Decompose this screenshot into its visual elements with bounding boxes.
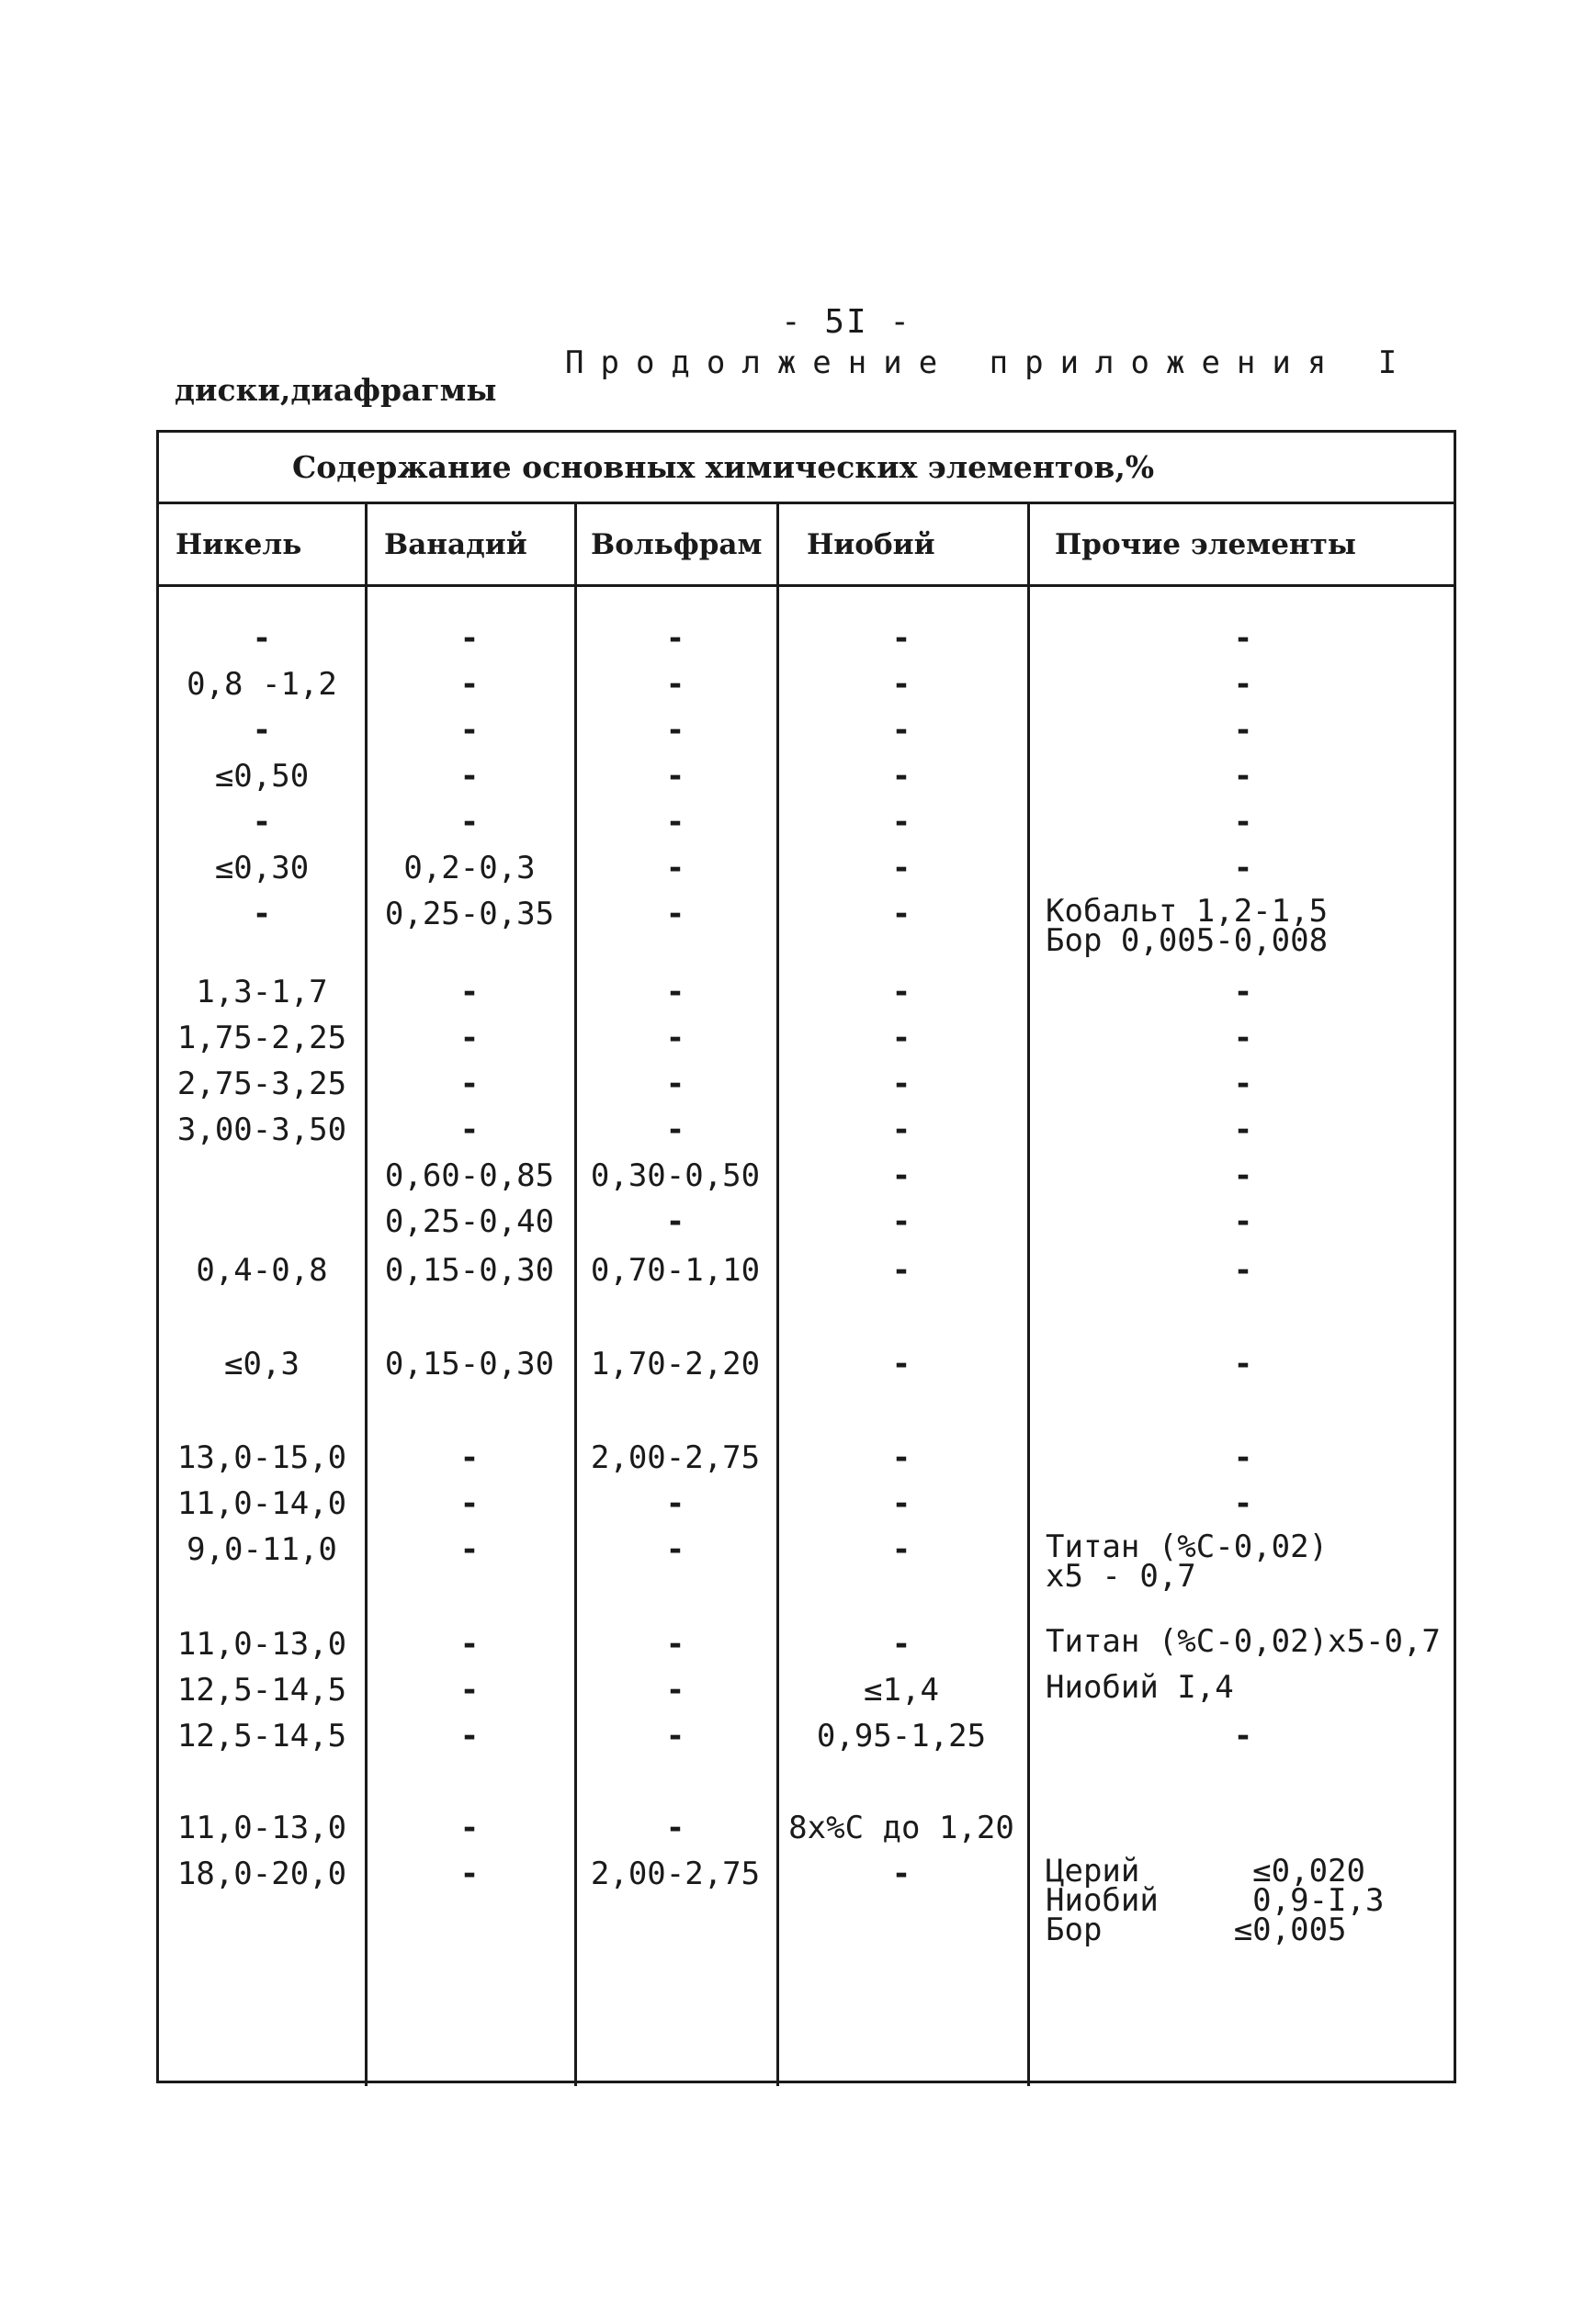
cell-other: - [1233,1439,1253,1476]
cell-nickel: 12,5-14,5 [176,1718,347,1754]
cell-tungsten: - [665,1066,685,1102]
cell-other: Церий ≤0,020 Ниобий 0,9-I,3 Бор ≤0,005 [1046,1853,1385,1948]
cell-tungsten: 1,70-2,20 [590,1346,761,1382]
cell-niobium: - [891,1346,911,1382]
cell-niobium: - [891,712,911,749]
cell-vanadium: - [459,804,480,840]
cell-tungsten: - [665,1531,685,1568]
cell-niobium: - [891,1439,911,1476]
cell-niobium: - [891,804,911,840]
column-header-niobium: Ниобий [807,528,935,561]
cell-nickel: 1,3-1,7 [196,974,328,1010]
cell-vanadium: - [459,758,480,795]
cell-niobium: - [891,1111,911,1148]
cell-niobium: 0,95-1,25 [816,1718,987,1754]
cell-other: - [1233,1066,1253,1102]
cell-vanadium: - [459,1485,480,1522]
cell-tungsten: 2,00-2,75 [590,1439,761,1476]
cell-nickel: 11,0-13,0 [176,1810,347,1846]
column-divider [365,504,368,2086]
cell-vanadium: 0,2-0,3 [403,850,536,886]
cell-nickel: - [252,804,272,840]
cell-nickel: 12,5-14,5 [176,1672,347,1709]
cell-other: - [1233,1485,1253,1522]
cell-other: - [1233,1203,1253,1240]
cell-tungsten: - [665,666,685,703]
left-caption: диски,диафрагмы [175,372,497,408]
group-title: Содержание основных химических элементов,% [292,449,1155,485]
cell-tungsten: - [665,1810,685,1846]
cell-vanadium: - [459,620,480,657]
cell-niobium: - [891,1856,911,1892]
cell-niobium: - [891,1485,911,1522]
cell-other: - [1233,850,1253,886]
cell-tungsten: - [665,1626,685,1663]
cell-other: - [1233,804,1253,840]
cell-vanadium: - [459,1672,480,1709]
column-header-other: Прочие элементы [1055,528,1356,561]
cell-niobium: - [891,620,911,657]
cell-vanadium: 0,15-0,30 [384,1346,555,1382]
cell-tungsten: - [665,1020,685,1056]
cell-other: - [1233,1252,1253,1289]
page-number: - 5I - [781,303,912,341]
cell-nickel: 9,0-11,0 [187,1531,337,1568]
cell-vanadium: 0,15-0,30 [384,1252,555,1289]
cell-tungsten: - [665,896,685,932]
column-header-vanadium: Ванадий [384,528,527,561]
cell-tungsten: - [665,974,685,1010]
cell-niobium: - [891,896,911,932]
cell-nickel: - [252,620,272,657]
column-divider [1027,504,1030,2086]
cell-other: - [1233,1718,1253,1754]
cell-other: - [1233,1020,1253,1056]
cell-nickel: ≤0,50 [214,758,310,795]
cell-vanadium: - [459,1020,480,1056]
cell-tungsten: 0,30-0,50 [590,1157,761,1194]
cell-tungsten: - [665,804,685,840]
cell-other: - [1233,666,1253,703]
cell-niobium: - [891,1066,911,1102]
cell-other: - [1233,712,1253,749]
cell-other: Титан (%С-0,02)х5-0,7 [1046,1623,1441,1660]
cell-vanadium: 0,60-0,85 [384,1157,555,1194]
cell-other: - [1233,1157,1253,1194]
cell-niobium: - [891,1626,911,1663]
cell-tungsten: - [665,850,685,886]
cell-tungsten: 2,00-2,75 [590,1856,761,1892]
column-divider [574,504,577,2086]
cell-vanadium: - [459,1810,480,1846]
cell-niobium: 8х%С до 1,20 [788,1810,1014,1846]
cell-nickel: 1,75-2,25 [176,1020,347,1056]
cell-nickel: ≤0,30 [214,850,310,886]
cell-niobium: - [891,850,911,886]
appendix-note: Продолжение приложения I [565,344,1414,381]
cell-vanadium: - [459,1718,480,1754]
table-group-header [159,433,1454,504]
cell-vanadium: 0,25-0,40 [384,1203,555,1240]
cell-tungsten: - [665,1203,685,1240]
cell-niobium: - [891,1252,911,1289]
cell-vanadium: - [459,1856,480,1892]
cell-niobium: - [891,974,911,1010]
cell-niobium: - [891,1020,911,1056]
cell-niobium: - [891,1203,911,1240]
column-header-row [159,504,1454,587]
cell-vanadium: 0,25-0,35 [384,896,555,932]
cell-niobium: - [891,1531,911,1568]
cell-tungsten: - [665,1672,685,1709]
cell-tungsten: - [665,1485,685,1522]
chemical-composition-table [156,430,1456,2083]
cell-vanadium: - [459,974,480,1010]
cell-other: Титан (%С-0,02) х5 - 0,7 [1046,1529,1329,1595]
cell-nickel: 18,0-20,0 [176,1856,347,1892]
cell-tungsten: - [665,1111,685,1148]
cell-other: - [1233,758,1253,795]
cell-nickel: - [252,896,272,932]
cell-niobium: - [891,758,911,795]
cell-tungsten: - [665,1718,685,1754]
cell-vanadium: - [459,1531,480,1568]
column-divider [776,504,779,2086]
cell-vanadium: - [459,1111,480,1148]
cell-nickel: - [252,712,272,749]
cell-nickel: 0,4-0,8 [196,1252,328,1289]
cell-niobium: - [891,666,911,703]
cell-tungsten: 0,70-1,10 [590,1252,761,1289]
cell-other: - [1233,620,1253,657]
column-header-tungsten: Вольфрам [591,528,763,561]
cell-tungsten: - [665,620,685,657]
cell-nickel: 13,0-15,0 [176,1439,347,1476]
cell-nickel: 0,8 -1,2 [187,666,337,703]
cell-vanadium: - [459,712,480,749]
cell-other: - [1233,1346,1253,1382]
cell-other: Кобальт 1,2-1,5 Бор 0,005-0,008 [1046,893,1329,959]
cell-other: - [1233,974,1253,1010]
column-header-nickel: Никель [175,528,302,561]
cell-nickel: ≤0,3 [224,1346,300,1382]
cell-other: Ниобий I,4 [1046,1669,1234,1706]
cell-nickel: 3,00-3,50 [176,1111,347,1148]
cell-nickel: 11,0-13,0 [176,1626,347,1663]
cell-tungsten: - [665,758,685,795]
cell-vanadium: - [459,1066,480,1102]
cell-niobium: ≤1,4 [864,1672,939,1709]
cell-niobium: - [891,1157,911,1194]
cell-vanadium: - [459,1439,480,1476]
cell-nickel: 11,0-14,0 [176,1485,347,1522]
cell-nickel: 2,75-3,25 [176,1066,347,1102]
cell-tungsten: - [665,712,685,749]
cell-vanadium: - [459,666,480,703]
cell-other: - [1233,1111,1253,1148]
cell-vanadium: - [459,1626,480,1663]
